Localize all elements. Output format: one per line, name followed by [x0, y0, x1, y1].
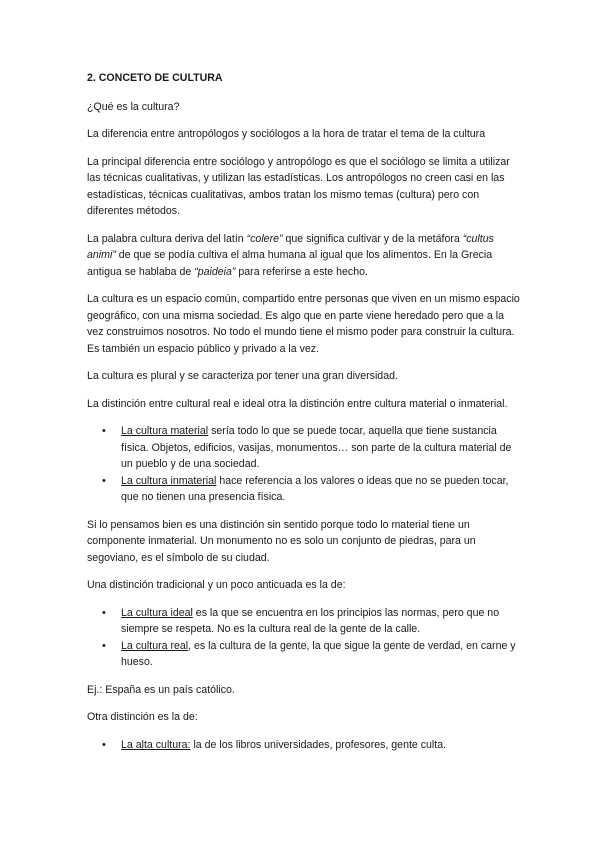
list-term: La cultura real [121, 639, 189, 652]
paragraph-principal: La principal diferencia entre sociólogo y antropólogo es que el sociólogo se limita a utilizar las técnicas cualitativas, y utilizan las estadísticas. Los antropólogos no creen casi en las estadísticas, técnicas cualitativas, ambos tratan los mismo temas (cultura) pero con diferentes métodos. [87, 155, 510, 217]
term-paideia: “paideia” [194, 265, 236, 278]
etymology-text-3: de que se podía cultiva el alma humana al igual que los alimentos. En la Grecia antigua se hablaba de [87, 249, 493, 278]
paragraph-pensamos: Si lo pensamos bien es una distinción sin sentido porque todo lo material tiene un componente inmaterial. Un monumento no es solo un conjunto de piedras, para un segoviano, es el símbolo de su ciudad. [87, 518, 476, 564]
list-item [87, 638, 523, 671]
paragraph-distincion: La distinción entre cultural real e ideal otra la distinción entre cultura material o inmaterial. [87, 397, 508, 410]
paragraph-difference: La diferencia entre antropólogos y sociólogos a la hora de tratar el tema de la cultura [87, 128, 486, 140]
bullet-icon: • [102, 738, 106, 751]
list-text: es la que se encuentra en los principios las normas, pero que no siempre se respeta. No es la cultura real de la gente de la calle. [121, 606, 500, 635]
question-line: ¿Qué es la cultura? [87, 100, 180, 113]
list-item [87, 605, 523, 638]
list-term: La cultura material [121, 425, 209, 437]
list-alta-cultura [87, 737, 523, 754]
list-text: , es la cultura de la gente, la que sigue la gente de verdad, en carne y hueso. [121, 639, 516, 668]
list-term: La cultura inmaterial [121, 474, 217, 487]
paragraph-tradicional: Una distinción tradicional y un poco anticuada es la de: [87, 579, 346, 591]
list-term: La cultura ideal [121, 606, 193, 619]
list-item [87, 473, 523, 506]
list-ideal-real [87, 605, 523, 671]
paragraph-etymology [87, 231, 523, 281]
document-body [87, 70, 523, 764]
paragraph-espacio: La cultura es un espacio común, compartido entre personas que viven en un mismo espacio geográfico, con una misma sociedad. Es algo que en parte viene heredado pero que a la vez construimos nosotros. No todo el mundo tiene el mismo poder para construir la cultura. Es también un espacio público y privado a la vez. [87, 293, 520, 355]
list-text: la de los libros universidades, profesores, gente culta. [190, 738, 447, 751]
list-item [87, 737, 523, 754]
section-heading: 2. CONCETO DE CULTURA [87, 72, 223, 84]
paragraph-otra: Otra distinción es la de: [87, 711, 198, 723]
list-term: La alta cultura: [121, 738, 191, 751]
list-material-inmaterial [87, 423, 523, 506]
paragraph-ejemplo: Ej.: España es un país católico. [87, 683, 235, 696]
bullet-icon: • [102, 474, 106, 487]
list-item [87, 423, 523, 473]
list-text: sería todo lo que se puede tocar, aquella que tiene sustancia física. Objetos, edificios, vasijas, monumentos… son parte de la cultura material de un pueblo y de una sociedad. [121, 425, 512, 470]
list-text: hace referencia a los valores o ideas que no se pueden tocar, que no tienen una presencia física. [121, 474, 509, 503]
paragraph-plural: La cultura es plural y se caracteriza por tener una gran diversidad. [87, 370, 398, 382]
term-colere: “colere” [246, 232, 283, 245]
bullet-icon: • [102, 425, 106, 437]
etymology-text-2: que significa cultivar y de la metáfora [282, 232, 463, 245]
etymology-text-1: La palabra cultura deriva del latín [87, 232, 247, 245]
bullet-icon: • [102, 639, 106, 652]
etymology-text-4: para referirse a este hecho. [235, 265, 368, 278]
term-cultus-animi: “cultus animi” [87, 232, 494, 261]
bullet-icon: • [102, 606, 106, 619]
